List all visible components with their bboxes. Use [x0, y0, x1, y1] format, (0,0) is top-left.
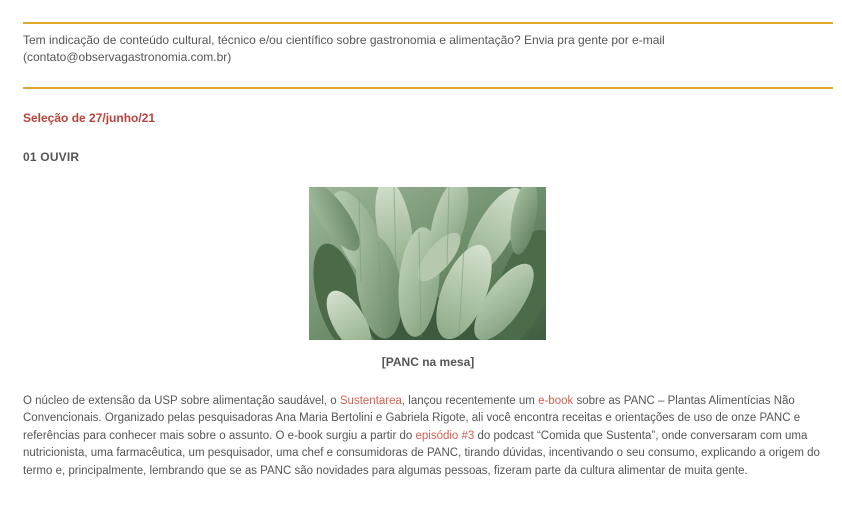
image-caption: [PANC na mesa] — [381, 355, 475, 369]
episode-link[interactable]: episódio #3 — [415, 429, 475, 442]
section-heading-ouvir: 01 OUVIR — [23, 150, 80, 164]
paragraph-text-3: sobre as PANC – Plantas Alimentícias Não Convencionais. Organizado pelas pesquisadoras Ana Maria Bertolini e Gabriela Rigote, ali você encontra receitas e orientações de uso de onze PANC e referências para conhecer mais sobre o assunto. O e-book surgiu a partir do — [23, 395, 801, 442]
paragraph-text-1: O núcleo de extensão da USP sobre alimentação saudável, o — [23, 395, 340, 407]
top-divider — [23, 22, 833, 24]
paragraph-text-4: do podcast “Comida que Sustenta”, onde conversaram com uma nutricionista, uma farmacêutica, um pesquisador, uma chef e consumidoras de PANC, tirando dúvidas, incentivando o seu consumo, explicando a origem do termo e, principalmente, lembrando que se as PANC são novidades para algumas pessoas, fizeram parte da cultura alimentar de muita gente. — [23, 429, 820, 477]
sustentarea-link[interactable]: Sustentarea — [339, 395, 402, 407]
article-paragraph — [23, 393, 833, 480]
paragraph-text-2: , lançou recentemente um — [401, 395, 539, 407]
panc-sage-image — [309, 187, 546, 340]
middle-divider — [23, 87, 833, 89]
selection-date-heading: Seleção de 27/junho/21 — [23, 111, 156, 125]
intro-email: (contato@observagastronomia.com.br) — [23, 50, 232, 64]
intro-note — [23, 32, 833, 66]
intro-text: Tem indicação de conteúdo cultural, técnico e/ou científico sobre gastronomia e alimentação? Envia pra gente por e-mail — [23, 33, 665, 47]
ebook-link[interactable]: e-book — [538, 395, 574, 407]
